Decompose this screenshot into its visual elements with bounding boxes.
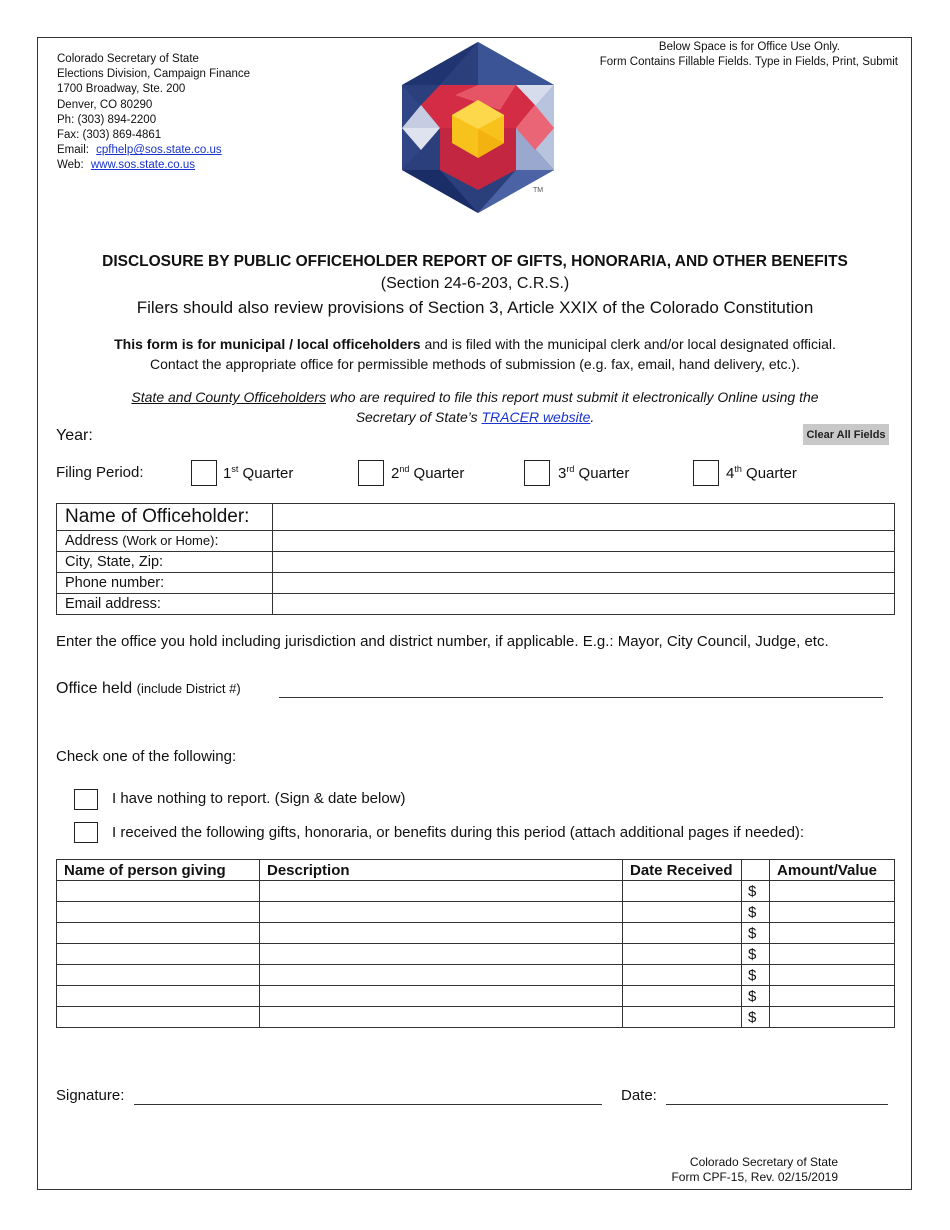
address-row	[57, 531, 895, 552]
table-row	[57, 923, 895, 944]
col-header-date: Date Received	[623, 860, 742, 881]
gift-date-input[interactable]	[623, 881, 742, 902]
gift-name-input[interactable]	[57, 902, 260, 923]
currency-sign: $	[742, 902, 770, 923]
quarter-3-label: 3rd Quarter	[558, 464, 630, 482]
email-input[interactable]	[273, 594, 895, 615]
contact-street: 1700 Broadway, Ste. 200	[57, 83, 186, 96]
gift-date-input[interactable]	[623, 902, 742, 923]
office-use-note	[560, 40, 898, 70]
officeholder-name-input[interactable]	[273, 504, 895, 531]
gift-name-input[interactable]	[57, 965, 260, 986]
email-label: Email address:	[57, 594, 273, 615]
gift-name-input[interactable]	[57, 1007, 260, 1028]
gift-description-input[interactable]	[260, 902, 623, 923]
contact-division: Elections Division, Campaign Finance	[57, 68, 251, 81]
office-use-line2: Form Contains Fillable Fields. Type in Fields, Print, Submit	[599, 56, 898, 68]
state-county-label: State and County Officeholders	[131, 389, 326, 405]
gifts-table	[56, 859, 895, 1028]
contact-email-label: Email:	[57, 144, 89, 157]
table-row	[57, 1007, 895, 1028]
nothing-to-report-checkbox[interactable]	[74, 789, 98, 810]
intro-line1	[0, 334, 950, 354]
col-header-amount: Amount/Value	[770, 860, 895, 881]
intro-line3	[0, 387, 950, 407]
clear-all-fields-button[interactable]: Clear All Fields	[803, 424, 889, 445]
gifts-header-row	[57, 860, 895, 881]
signature-input[interactable]	[134, 1088, 602, 1105]
gift-name-input[interactable]	[57, 986, 260, 1007]
officeholder-name-row	[57, 504, 895, 531]
contact-email-link[interactable]: cpfhelp@sos.state.co.us	[96, 144, 222, 157]
office-held-input[interactable]	[279, 681, 883, 698]
contact-phone: Ph: (303) 894-2200	[57, 113, 157, 126]
intro-bold: This form is for municipal / local officeholders	[114, 336, 421, 352]
gift-amount-input[interactable]	[770, 965, 895, 986]
table-row	[57, 965, 895, 986]
gift-amount-input[interactable]	[770, 944, 895, 965]
quarter-1-label: 1st Quarter	[223, 464, 294, 482]
state-county-rest: who are required to file this report must submit it electronically Online using the	[325, 389, 819, 405]
gift-description-input[interactable]	[260, 944, 623, 965]
gift-name-input[interactable]	[57, 923, 260, 944]
intro-line2: Contact the appropriate office for permissible methods of submission (e.g. fax, email, hand delivery, etc.).	[149, 356, 800, 372]
address-input[interactable]	[273, 531, 895, 552]
office-use-line1: Below Space is for Office Use Only.	[658, 41, 840, 53]
intro-rest: and is filed with the municipal clerk and/or local designated official.	[420, 336, 836, 352]
quarter-3-checkbox[interactable]	[524, 460, 550, 486]
gift-description-input[interactable]	[260, 1007, 623, 1028]
phone-label: Phone number:	[57, 573, 273, 594]
tracer-pre: Secretary of State’s	[355, 409, 482, 425]
currency-sign: $	[742, 1007, 770, 1028]
footer-org: Colorado Secretary of State	[689, 1155, 838, 1169]
gift-name-input[interactable]	[57, 944, 260, 965]
quarter-4-checkbox[interactable]	[693, 460, 719, 486]
currency-sign: $	[742, 923, 770, 944]
phone-row	[57, 573, 895, 594]
contact-fax: Fax: (303) 869-4861	[57, 129, 162, 142]
col-header-description: Description	[260, 860, 623, 881]
email-row	[57, 594, 895, 615]
contact-city: Denver, CO 80290	[57, 98, 153, 111]
currency-sign: $	[742, 944, 770, 965]
contact-web-row	[57, 158, 250, 173]
gift-amount-input[interactable]	[770, 986, 895, 1007]
date-label: Date:	[621, 1087, 657, 1104]
quarter-2-checkbox[interactable]	[358, 460, 384, 486]
gift-amount-input[interactable]	[770, 902, 895, 923]
received-gifts-checkbox[interactable]	[74, 822, 98, 843]
gift-date-input[interactable]	[623, 1007, 742, 1028]
officeholder-info-table	[56, 503, 895, 615]
address-label: Address (Work or Home):	[57, 531, 273, 552]
city-state-zip-label: City, State, Zip:	[57, 552, 273, 573]
filing-period-label: Filing Period:	[56, 464, 144, 481]
nothing-to-report-label: I have nothing to report. (Sign & date below)	[112, 790, 406, 807]
col-header-currency	[742, 860, 770, 881]
gift-amount-input[interactable]	[770, 1007, 895, 1028]
tracer-website-link[interactable]: TRACER website	[481, 409, 591, 425]
form-footer	[600, 1155, 838, 1185]
contact-email-row	[57, 143, 250, 158]
gift-description-input[interactable]	[260, 923, 623, 944]
office-held-label: Office held (include District #)	[56, 680, 241, 697]
gift-description-input[interactable]	[260, 965, 623, 986]
gift-name-input[interactable]	[57, 881, 260, 902]
form-section: (Section 24-6-203, C.R.S.)	[380, 275, 570, 292]
form-title: DISCLOSURE BY PUBLIC OFFICEHOLDER REPORT OF GIFTS, HONORARIA, AND OTHER BENEFITS	[102, 253, 848, 270]
col-header-name: Name of person giving	[57, 860, 260, 881]
footer-form-id: Form CPF-15, Rev. 02/15/2019	[671, 1170, 838, 1184]
contact-org: Colorado Secretary of State	[57, 53, 199, 65]
gift-amount-input[interactable]	[770, 881, 895, 902]
gift-description-input[interactable]	[260, 986, 623, 1007]
gift-description-input[interactable]	[260, 881, 623, 902]
date-input[interactable]	[666, 1088, 888, 1105]
svg-text:TM: TM	[533, 187, 544, 194]
gift-date-input[interactable]	[623, 986, 742, 1007]
currency-sign: $	[742, 965, 770, 986]
gift-amount-input[interactable]	[770, 923, 895, 944]
colorado-state-logo	[400, 40, 556, 215]
currency-sign: $	[742, 881, 770, 902]
quarter-2-label: 2nd Quarter	[391, 464, 465, 482]
office-instructions: Enter the office you hold including jurisdiction and district number, if applicable. E.g.: Mayor, City Council, Judge, etc.	[56, 633, 829, 650]
city-state-zip-input[interactable]	[273, 552, 895, 573]
quarter-1-checkbox[interactable]	[191, 460, 217, 486]
gift-date-input[interactable]	[623, 965, 742, 986]
table-row	[57, 944, 895, 965]
phone-input[interactable]	[273, 573, 895, 594]
received-gifts-label: I received the following gifts, honoraria, or benefits during this period (attach additional pages if needed):	[112, 824, 805, 841]
officeholder-name-label: Name of Officeholder:	[57, 504, 273, 531]
currency-sign: $	[742, 986, 770, 1007]
contact-web-label: Web:	[57, 159, 84, 172]
table-row	[57, 902, 895, 923]
year-label: Year:	[56, 427, 93, 444]
quarter-4-label: 4th Quarter	[726, 464, 797, 482]
city-row	[57, 552, 895, 573]
table-row	[57, 881, 895, 902]
table-row	[57, 986, 895, 1007]
tracer-post: .	[590, 409, 595, 425]
gift-date-input[interactable]	[623, 944, 742, 965]
check-heading: Check one of the following:	[56, 748, 237, 765]
form-review-note: Filers should also review provisions of Section 3, Article XXIX of the Colorado Constitution	[136, 298, 814, 317]
contact-web-link[interactable]: www.sos.state.co.us	[90, 159, 196, 172]
contact-block	[57, 52, 250, 174]
signature-label: Signature:	[56, 1087, 125, 1104]
gift-date-input[interactable]	[623, 923, 742, 944]
year-input[interactable]	[100, 426, 280, 448]
